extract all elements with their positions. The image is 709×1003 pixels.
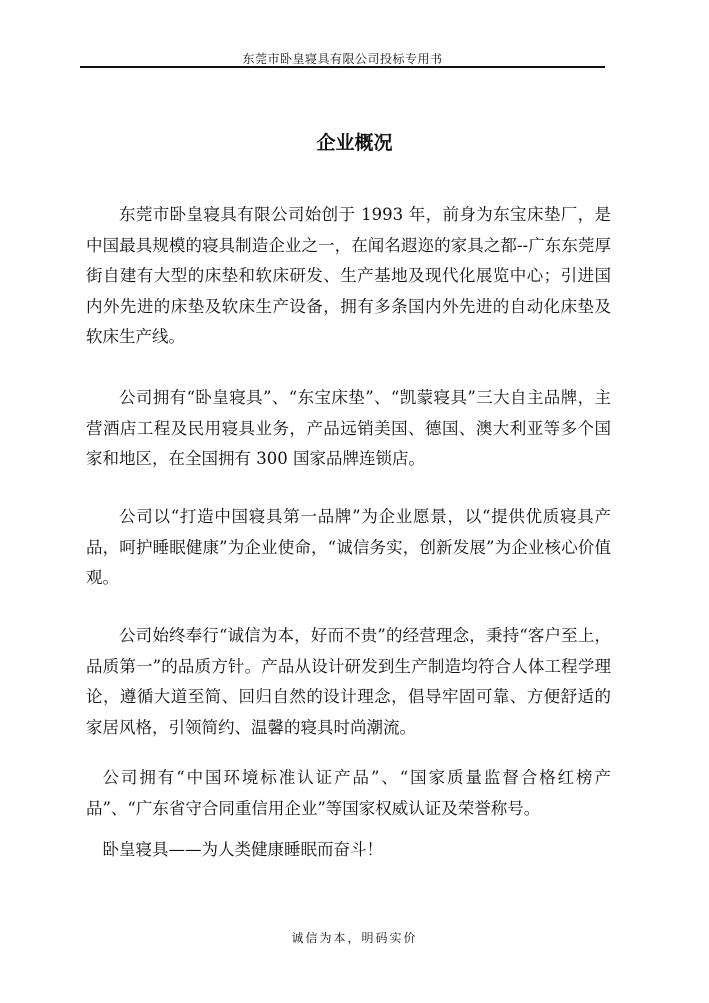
page-title: 企业概况: [316, 132, 393, 154]
paragraph-brands: 公司拥有“卧皇寝具”、“东宝床垫”、“凯蒙寝具”三大自主品牌，主营酒店工程及民用寝具业务，产品远销美国、德国、澳大利亚等多个国家和地区，在全国拥有 300 国家品牌连锁店。: [86, 388, 611, 468]
paragraph-vision-mission: 公司以“打造中国寝具第一品牌”为企业愿景，以“提供优质寝具产品，呵护睡眠健康”为企业使命，“诚信务实，创新发展”为企业核心价值观。: [86, 507, 611, 587]
header-divider: [80, 66, 605, 68]
page-footer: 诚信为本，明码实价: [291, 931, 418, 945]
page-header: 东莞市卧皇寝具有限公司投标专用书: [242, 52, 443, 66]
paragraph-company-history: 东莞市卧皇寝具有限公司始创于 1993 年，前身为东宝床垫厂，是中国最具规模的寝具制造企业之一，在闻名遐迩的家具之都--广东东莞厚街自建有大型的床垫和软床研发、生产基地及现代化展览中心；引进国内外先进的床垫及软床生产设备，拥有多条国内外先进的自动化床垫及软床生产线。: [86, 205, 611, 346]
paragraph-philosophy: 公司始终奉行“诚信为本，好而不贵”的经营理念，秉持“客户至上，品质第一”的品质方针。产品从设计研发到生产制造均符合人体工程学理论，遵循大道至简、回归自然的设计理念，倡导牢固可靠、方便舒适的家居风格，引领简约、温馨的寝具时尚潮流。: [86, 626, 611, 737]
paragraph-honors: 公司拥有“中国环境标准认证产品”、“国家质量监督合格红榜产品”、“广东省守合同重信用企业”等国家权威认证及荣誉称号。: [86, 768, 611, 818]
paragraph-slogan: 卧皇寝具——为人类健康睡眠而奋斗！: [102, 840, 383, 859]
